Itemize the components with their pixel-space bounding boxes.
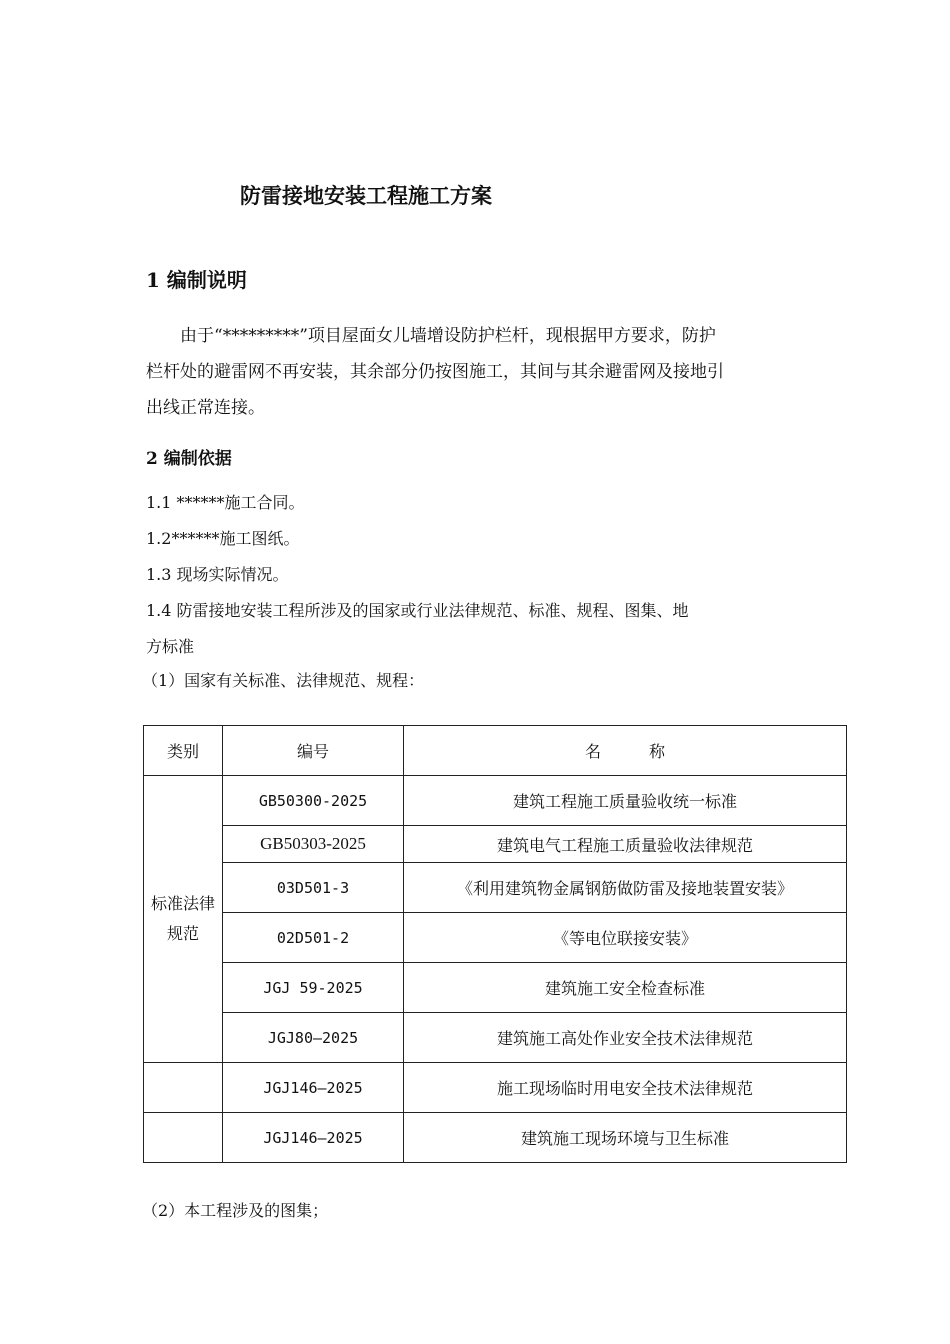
header-code: 编号: [223, 726, 404, 776]
code-cell: GB50300-2025: [223, 776, 404, 826]
section-2-heading: 2 编制依据: [146, 449, 232, 469]
paragraph-line-2: 栏杆处的避雷网不再安装，其余部分仍按图施工，其间与其余避雷网及接地引: [146, 362, 724, 382]
name-cell: 建筑施工安全检查标准: [404, 963, 847, 1013]
name-cell: 《等电位联接安装》: [404, 913, 847, 963]
code-cell: JGJ146—2025: [223, 1113, 404, 1163]
subsection-2-label: （2）本工程涉及的图集；: [142, 1201, 329, 1220]
name-cell: 施工现场临时用电安全技术法律规范: [404, 1063, 847, 1113]
name-cell: 建筑工程施工质量验收统一标准: [404, 776, 847, 826]
basis-item-3: 1.3 现场实际情况。: [146, 565, 289, 584]
basis-item-2: 1.2******施工图纸。: [146, 529, 300, 548]
name-cell: 建筑电气工程施工质量验收法律规范: [404, 826, 847, 863]
paragraph-line-1: 由于“*********”项目屋面女儿墙增设防护栏杆，现根据甲方要求，防护: [180, 326, 716, 346]
document-title: 防雷接地安装工程施工方案: [240, 183, 492, 208]
section-1-paragraph: [146, 318, 818, 426]
code-cell: JGJ 59-2025: [223, 963, 404, 1013]
table-row: [144, 863, 847, 913]
table-row: [144, 826, 847, 863]
subsection-1-label: （1）国家有关标准、法律规范、规程：: [142, 671, 425, 690]
name-cell: 建筑施工现场环境与卫生标准: [404, 1113, 847, 1163]
table-header-row: [144, 726, 847, 776]
header-category: 类别: [144, 726, 223, 776]
basis-item-4-continued: 方标准: [146, 637, 195, 656]
code-cell: JGJ80—2025: [223, 1013, 404, 1063]
name-cell: 建筑施工高处作业安全技术法律规范: [404, 1013, 847, 1063]
category-cell: 标准法律规范: [144, 776, 223, 1063]
basis-item-4: 1.4 防雷接地安装工程所涉及的国家或行业法律规范、标准、规程、图集、地: [146, 601, 689, 620]
table-row: [144, 1113, 847, 1163]
code-cell: JGJ146—2025: [223, 1063, 404, 1113]
empty-category-cell: [144, 1113, 223, 1163]
standards-table: [143, 725, 847, 1163]
table-row: [144, 1013, 847, 1063]
table-row: [144, 913, 847, 963]
code-cell: 02D501-2: [223, 913, 404, 963]
code-cell: GB50303-2025: [223, 826, 404, 863]
header-name: 名 称: [404, 726, 847, 776]
paragraph-line-3: 出线正常连接。: [146, 398, 265, 418]
basis-item-1: 1.1 ******施工合同。: [146, 493, 305, 512]
table-row: [144, 776, 847, 826]
name-cell: 《利用建筑物金属钢筋做防雷及接地装置安装》: [404, 863, 847, 913]
table-row: [144, 1063, 847, 1113]
code-cell: 03D501-3: [223, 863, 404, 913]
table-row: [144, 963, 847, 1013]
empty-category-cell: [144, 1063, 223, 1113]
section-1-heading: 1 编制说明: [146, 268, 247, 292]
